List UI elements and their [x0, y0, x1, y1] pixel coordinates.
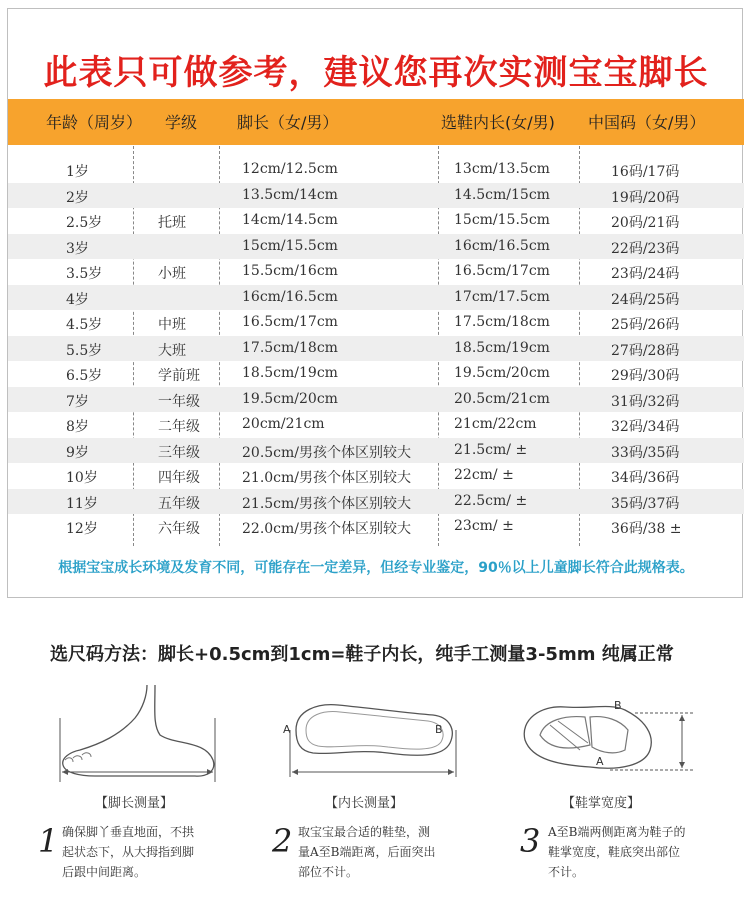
cell-cn-size: 36码/38 ±	[611, 521, 682, 537]
cell-inner-length: 22.5cm/ ±	[454, 492, 528, 509]
cell-age: 10岁	[66, 470, 98, 486]
cell-inner-length: 17.5cm/18cm	[454, 314, 550, 330]
cell-grade: 小班	[158, 266, 186, 282]
cell-inner-length: 16cm/16.5cm	[454, 237, 550, 254]
cell-grade: 六年级	[158, 521, 200, 537]
label-b: B	[435, 723, 443, 736]
label-a: A	[283, 723, 291, 736]
table-row	[8, 285, 744, 311]
cell-age: 5.5岁	[66, 342, 103, 359]
shoe-illustration	[510, 695, 700, 785]
step-line: 鞋掌宽度，鞋底突出部位	[548, 845, 681, 859]
cell-age: 11岁	[66, 495, 98, 512]
step-3-number: 3	[520, 822, 541, 860]
step-line: 起状态下，从大拇指到脚	[62, 845, 195, 859]
cell-age: 12岁	[66, 521, 98, 537]
cell-cn-size: 29码/30码	[611, 368, 680, 384]
step-line: 量A至B端距离，后面突出	[298, 845, 436, 859]
cell-inner-length: 23cm/ ±	[454, 518, 514, 534]
cell-inner-length: 18.5cm/19cm	[454, 339, 550, 356]
cell-grade: 四年级	[158, 470, 200, 486]
cell-foot-length: 20cm/21cm	[242, 416, 325, 432]
cell-grade: 中班	[158, 317, 186, 333]
cell-foot-length: 19.5cm/20cm	[242, 390, 338, 407]
cell-cn-size: 23码/24码	[611, 266, 680, 282]
cell-cn-size: 24码/25码	[611, 291, 680, 308]
table-row	[8, 514, 744, 540]
step-line: 取宝宝最合适的鞋垫，测	[298, 825, 431, 839]
cell-foot-length: 16cm/16.5cm	[242, 288, 338, 305]
size-chart-panel	[7, 8, 743, 598]
cell-age: 2岁	[66, 189, 89, 206]
sizing-method: 选尺码方法：脚长+0.5cm到1cm=鞋子内长，纯手工测量3-5mm 纯属正常	[50, 644, 674, 665]
table-header	[8, 99, 744, 145]
cell-cn-size: 22码/23码	[611, 240, 680, 257]
cell-foot-length: 21.0cm/男孩个体区别较大	[242, 470, 412, 486]
cell-inner-length: 19.5cm/20cm	[454, 365, 550, 381]
label-b: B	[614, 699, 622, 712]
cell-inner-length: 22cm/ ±	[454, 467, 514, 483]
cell-foot-length: 15.5cm/16cm	[242, 263, 338, 279]
cell-grade: 托班	[158, 215, 186, 231]
cell-age: 8岁	[66, 419, 89, 435]
cell-foot-length: 20.5cm/男孩个体区别较大	[242, 444, 412, 461]
table-row	[8, 387, 744, 413]
cell-cn-size: 20码/21码	[611, 215, 680, 231]
cell-cn-size: 34码/36码	[611, 470, 680, 486]
cell-grade: 三年级	[158, 444, 200, 461]
cell-inner-length: 21.5cm/ ±	[454, 441, 528, 458]
cell-age: 3岁	[66, 240, 89, 257]
cell-grade: 五年级	[158, 495, 200, 512]
table-row	[8, 412, 744, 438]
cell-grade: 学前班	[158, 368, 200, 384]
table-row	[8, 489, 744, 515]
cell-foot-length: 13.5cm/14cm	[242, 186, 338, 203]
cell-inner-length: 15cm/15.5cm	[454, 212, 550, 228]
cell-grade: 二年级	[158, 419, 200, 435]
cell-inner-length: 20.5cm/21cm	[454, 390, 550, 407]
cell-cn-size: 35码/37码	[611, 495, 680, 512]
cell-cn-size: 33码/35码	[611, 444, 680, 461]
table-row	[8, 336, 744, 362]
cell-inner-length: 16.5cm/17cm	[454, 263, 550, 279]
step-1-text	[62, 822, 194, 882]
cell-cn-size: 25码/26码	[611, 317, 680, 333]
cell-cn-size: 31码/32码	[611, 393, 680, 410]
table-row	[8, 310, 744, 336]
header-inner-length: 选鞋内长(女/男)	[441, 113, 555, 132]
cell-foot-length: 22.0cm/男孩个体区别较大	[242, 521, 412, 537]
cell-age: 6.5岁	[66, 368, 103, 384]
cell-inner-length: 21cm/22cm	[454, 416, 537, 432]
cell-age: 4岁	[66, 291, 89, 308]
step-line: A至B端两侧距离为鞋子的	[548, 825, 686, 839]
cell-cn-size: 19码/20码	[611, 189, 680, 206]
cell-age: 3.5岁	[66, 266, 103, 282]
header-foot-length: 脚长（女/男）	[237, 113, 339, 132]
cell-age: 1岁	[66, 164, 89, 180]
table-row	[8, 438, 744, 464]
cell-age: 2.5岁	[66, 215, 103, 231]
cell-age: 7岁	[66, 393, 89, 410]
step-line: 后跟中间距离。	[62, 865, 147, 879]
step-line: 部位不计。	[298, 865, 359, 879]
headline: 此表只可做参考，建议您再次实测宝宝脚长	[43, 53, 709, 93]
shoe-caption: 【鞋掌宽度】	[562, 796, 641, 811]
table-row	[8, 234, 744, 260]
cell-cn-size: 32码/34码	[611, 419, 680, 435]
cell-foot-length: 21.5cm/男孩个体区别较大	[242, 495, 412, 512]
cell-cn-size: 27码/28码	[611, 342, 680, 359]
cell-grade: 一年级	[158, 393, 200, 410]
cell-age: 9岁	[66, 444, 89, 461]
cell-age: 4.5岁	[66, 317, 103, 333]
cell-inner-length: 17cm/17.5cm	[454, 288, 550, 305]
table-row	[8, 208, 744, 234]
step-3-text	[548, 822, 686, 882]
cell-inner-length: 13cm/13.5cm	[454, 161, 550, 177]
header-grade: 学级	[165, 113, 198, 132]
header-age: 年龄（周岁）	[46, 113, 143, 132]
cell-grade: 大班	[158, 342, 186, 359]
table-body	[8, 157, 744, 540]
step-line: 确保脚丫垂直地面，不拱	[62, 825, 195, 839]
foot-caption: 【脚长测量】	[95, 796, 174, 811]
table-row	[8, 259, 744, 285]
insole-illustration	[278, 695, 463, 780]
disclaimer-note: 根据宝宝成长环境及发育不同，可能存在一定差异，但经专业鉴定，90％以上儿童脚长符合此规格表。	[58, 560, 694, 576]
cell-cn-size: 16码/17码	[611, 164, 680, 180]
cell-foot-length: 15cm/15.5cm	[242, 237, 338, 254]
step-2-text	[298, 822, 436, 882]
cell-foot-length: 14cm/14.5cm	[242, 212, 338, 228]
foot-illustration	[55, 680, 220, 785]
step-line: 不计。	[548, 865, 585, 879]
cell-foot-length: 18.5cm/19cm	[242, 365, 338, 381]
label-a: A	[596, 755, 604, 768]
step-2-number: 2	[272, 822, 293, 860]
table-row	[8, 463, 744, 489]
table-row	[8, 361, 744, 387]
table-row	[8, 183, 744, 209]
table-row	[8, 157, 744, 183]
cell-foot-length: 12cm/12.5cm	[242, 161, 338, 177]
cell-foot-length: 17.5cm/18cm	[242, 339, 338, 356]
insole-caption: 【内长测量】	[325, 796, 404, 811]
step-1-number: 1	[38, 822, 59, 860]
cell-inner-length: 14.5cm/15cm	[454, 186, 550, 203]
cell-foot-length: 16.5cm/17cm	[242, 314, 338, 330]
header-cn-size: 中国码（女/男）	[588, 113, 706, 132]
